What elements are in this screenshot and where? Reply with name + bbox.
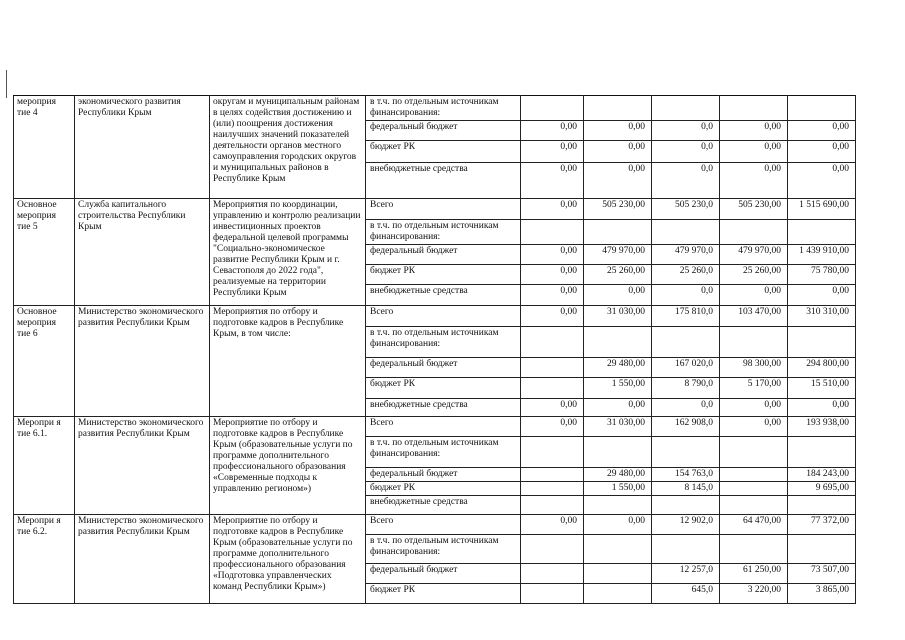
description-cell: Мероприятия по координации, управлению и контролю реализации инвестиционных проектов федеральной целевой программы "Социально-экономическое развитие Республики Крым и г. Севастополя до 2022 года", реализуемые на территории Республики Крым xyxy=(210,199,366,306)
amount-cell: 0,00 xyxy=(521,417,584,437)
amount-cell: 0,0 xyxy=(652,141,720,163)
table-row xyxy=(14,417,856,437)
amount-cell: 1 439 910,00 xyxy=(788,245,856,265)
amount-cell xyxy=(584,535,652,564)
funding-source-cell: бюджет РК xyxy=(366,584,521,604)
amount-cell: 0,00 xyxy=(720,399,788,417)
amount-cell: 12 902,0 xyxy=(652,515,720,535)
event-code-cell: Меропри я тие 6.2. xyxy=(14,515,75,604)
amount-cell: 0,00 xyxy=(521,285,584,306)
amount-cell xyxy=(720,496,788,515)
amount-cell xyxy=(720,468,788,482)
agency-cell: экономического развития Республики Крым xyxy=(75,96,210,199)
funding-source-cell: бюджет РК xyxy=(366,482,521,496)
event-code-cell: Меропри я тие 6.1. xyxy=(14,417,75,515)
amount-cell: 3 865,00 xyxy=(788,584,856,604)
amount-cell xyxy=(584,96,652,121)
amount-cell: 73 507,00 xyxy=(788,564,856,584)
amount-cell xyxy=(720,437,788,468)
amount-cell: 162 908,0 xyxy=(652,417,720,437)
agency-cell: Министерство экономического развития Республики Крым xyxy=(75,515,210,604)
amount-cell xyxy=(652,220,720,245)
funding-source-cell: в т.ч. по отдельным источникам финансирования: xyxy=(366,96,521,121)
amount-cell: 29 480,00 xyxy=(584,358,652,378)
amount-cell: 75 780,00 xyxy=(788,265,856,285)
table-row xyxy=(14,199,856,220)
amount-cell xyxy=(521,535,584,564)
amount-cell xyxy=(521,220,584,245)
amount-cell: 3 220,00 xyxy=(720,584,788,604)
amount-cell: 0,00 xyxy=(720,285,788,306)
funding-source-cell: бюджет РК xyxy=(366,141,521,163)
amount-cell xyxy=(788,220,856,245)
amount-cell: 61 250,00 xyxy=(720,564,788,584)
funding-source-cell: федеральный бюджет xyxy=(366,121,521,141)
amount-cell xyxy=(652,327,720,358)
funding-source-cell: федеральный бюджет xyxy=(366,358,521,378)
amount-cell xyxy=(584,327,652,358)
event-code-cell: Основное мероприя тие 6 xyxy=(14,306,75,417)
amount-cell xyxy=(584,496,652,515)
amount-cell: 0,0 xyxy=(652,163,720,199)
description-cell: Мероприятия по отбору и подготовке кадров в Республике Крым, в том числе: xyxy=(210,306,366,417)
funding-source-cell: в т.ч. по отдельным источникам финансирования: xyxy=(366,327,521,358)
amount-cell: 0,0 xyxy=(652,121,720,141)
amount-cell: 479 970,0 xyxy=(652,245,720,265)
amount-cell xyxy=(521,482,584,496)
amount-cell: 103 470,00 xyxy=(720,306,788,327)
amount-cell: 1 550,00 xyxy=(584,378,652,399)
description-cell: Мероприятие по отбору и подготовке кадров в Республике Крым (образовательные услуги по программе дополнительного профессионального образования «Подготовка управленческих команд Республики Крым») xyxy=(210,515,366,604)
agency-cell: Министерство экономического развития Республики Крым xyxy=(75,417,210,515)
funding-source-cell: Всего xyxy=(366,306,521,327)
amount-cell: 8 145,0 xyxy=(652,482,720,496)
amount-cell xyxy=(652,437,720,468)
funding-source-cell: внебюджетные средства xyxy=(366,496,521,515)
amount-cell: 0,00 xyxy=(521,121,584,141)
amount-cell xyxy=(720,96,788,121)
amount-cell: 77 372,00 xyxy=(788,515,856,535)
description-cell: Мероприятие по отбору и подготовке кадров в Республике Крым (образовательные услуги по программе дополнительного профессионального образования «Современные подходы к управлению регионом») xyxy=(210,417,366,515)
amount-cell xyxy=(521,96,584,121)
amount-cell xyxy=(584,220,652,245)
amount-cell xyxy=(521,327,584,358)
amount-cell: 645,0 xyxy=(652,584,720,604)
amount-cell: 25 260,0 xyxy=(652,265,720,285)
amount-cell: 0,00 xyxy=(788,163,856,199)
amount-cell xyxy=(584,584,652,604)
amount-cell: 64 470,00 xyxy=(720,515,788,535)
amount-cell: 0,00 xyxy=(720,141,788,163)
amount-cell: 0,00 xyxy=(521,199,584,220)
amount-cell xyxy=(720,535,788,564)
funding-source-cell: в т.ч. по отдельным источникам финансирования: xyxy=(366,437,521,468)
amount-cell: 0,00 xyxy=(521,306,584,327)
amount-cell: 294 800,00 xyxy=(788,358,856,378)
table-row xyxy=(14,306,856,327)
amount-cell: 505 230,00 xyxy=(584,199,652,220)
amount-cell: 31 030,00 xyxy=(584,417,652,437)
amount-cell: 154 763,0 xyxy=(652,468,720,482)
amount-cell: 29 480,00 xyxy=(584,468,652,482)
amount-cell: 0,00 xyxy=(720,417,788,437)
agency-cell: Служба капитального строительства Республики Крым xyxy=(75,199,210,306)
funding-source-cell: в т.ч. по отдельным источникам финансирования: xyxy=(366,220,521,245)
amount-cell: 12 257,0 xyxy=(652,564,720,584)
amount-cell xyxy=(720,482,788,496)
amount-cell: 25 260,00 xyxy=(720,265,788,285)
amount-cell xyxy=(720,220,788,245)
amount-cell: 0,0 xyxy=(652,399,720,417)
amount-cell: 0,00 xyxy=(788,141,856,163)
amount-cell: 0,00 xyxy=(584,399,652,417)
funding-source-cell: федеральный бюджет xyxy=(366,564,521,584)
amount-cell xyxy=(521,468,584,482)
amount-cell: 0,00 xyxy=(584,141,652,163)
table-row xyxy=(14,515,856,535)
amount-cell: 0,00 xyxy=(521,245,584,265)
amount-cell xyxy=(788,327,856,358)
amount-cell: 15 510,00 xyxy=(788,378,856,399)
amount-cell: 0,0 xyxy=(652,285,720,306)
amount-cell xyxy=(652,535,720,564)
funding-source-cell: внебюджетные средства xyxy=(366,285,521,306)
event-code-cell: мероприя тие 4 xyxy=(14,96,75,199)
amount-cell: 98 300,00 xyxy=(720,358,788,378)
amount-cell: 0,00 xyxy=(788,285,856,306)
agency-cell: Министерство экономического развития Республики Крым xyxy=(75,306,210,417)
amount-cell: 0,00 xyxy=(720,163,788,199)
margin-mark xyxy=(6,70,7,98)
amount-cell: 0,00 xyxy=(521,141,584,163)
amount-cell: 193 938,00 xyxy=(788,417,856,437)
amount-cell xyxy=(521,358,584,378)
amount-cell: 505 230,0 xyxy=(652,199,720,220)
amount-cell: 505 230,00 xyxy=(720,199,788,220)
budget-table xyxy=(13,95,856,604)
amount-cell xyxy=(652,496,720,515)
event-code-cell: Основное мероприя тие 5 xyxy=(14,199,75,306)
table-row xyxy=(14,96,856,121)
amount-cell xyxy=(521,496,584,515)
amount-cell: 0,00 xyxy=(584,515,652,535)
amount-cell: 1 515 690,00 xyxy=(788,199,856,220)
funding-source-cell: внебюджетные средства xyxy=(366,163,521,199)
funding-source-cell: в т.ч. по отдельным источникам финансирования: xyxy=(366,535,521,564)
amount-cell: 0,00 xyxy=(720,121,788,141)
amount-cell xyxy=(521,437,584,468)
funding-source-cell: Всего xyxy=(366,417,521,437)
amount-cell: 0,00 xyxy=(521,515,584,535)
amount-cell xyxy=(584,564,652,584)
amount-cell: 0,00 xyxy=(521,163,584,199)
amount-cell xyxy=(788,496,856,515)
amount-cell xyxy=(652,96,720,121)
amount-cell: 0,00 xyxy=(788,121,856,141)
amount-cell: 175 810,0 xyxy=(652,306,720,327)
amount-cell xyxy=(788,96,856,121)
funding-source-cell: Всего xyxy=(366,199,521,220)
amount-cell: 5 170,00 xyxy=(720,378,788,399)
amount-cell: 0,00 xyxy=(788,399,856,417)
amount-cell: 25 260,00 xyxy=(584,265,652,285)
amount-cell: 9 695,00 xyxy=(788,482,856,496)
funding-source-cell: Всего xyxy=(366,515,521,535)
funding-source-cell: федеральный бюджет xyxy=(366,468,521,482)
amount-cell: 0,00 xyxy=(584,163,652,199)
amount-cell: 184 243,00 xyxy=(788,468,856,482)
amount-cell: 479 970,00 xyxy=(584,245,652,265)
funding-source-cell: федеральный бюджет xyxy=(366,245,521,265)
description-cell: округам и муниципальным районам в целях содействия достижению и (или) поощрения достижения наилучших значений показателей деятельности органов местного самоуправления городских округов и муниципальных районов в Республике Крым xyxy=(210,96,366,199)
amount-cell xyxy=(720,327,788,358)
amount-cell: 479 970,00 xyxy=(720,245,788,265)
amount-cell xyxy=(788,437,856,468)
amount-cell xyxy=(584,437,652,468)
amount-cell: 0,00 xyxy=(584,285,652,306)
amount-cell: 0,00 xyxy=(521,265,584,285)
amount-cell: 0,00 xyxy=(584,121,652,141)
amount-cell xyxy=(788,535,856,564)
amount-cell: 167 020,0 xyxy=(652,358,720,378)
amount-cell: 8 790,0 xyxy=(652,378,720,399)
funding-source-cell: внебюджетные средства xyxy=(366,399,521,417)
amount-cell: 31 030,00 xyxy=(584,306,652,327)
amount-cell: 1 550,00 xyxy=(584,482,652,496)
amount-cell xyxy=(521,564,584,584)
amount-cell: 310 310,00 xyxy=(788,306,856,327)
funding-source-cell: бюджет РК xyxy=(366,378,521,399)
amount-cell xyxy=(521,584,584,604)
amount-cell xyxy=(521,378,584,399)
funding-source-cell: бюджет РК xyxy=(366,265,521,285)
amount-cell: 0,00 xyxy=(521,399,584,417)
